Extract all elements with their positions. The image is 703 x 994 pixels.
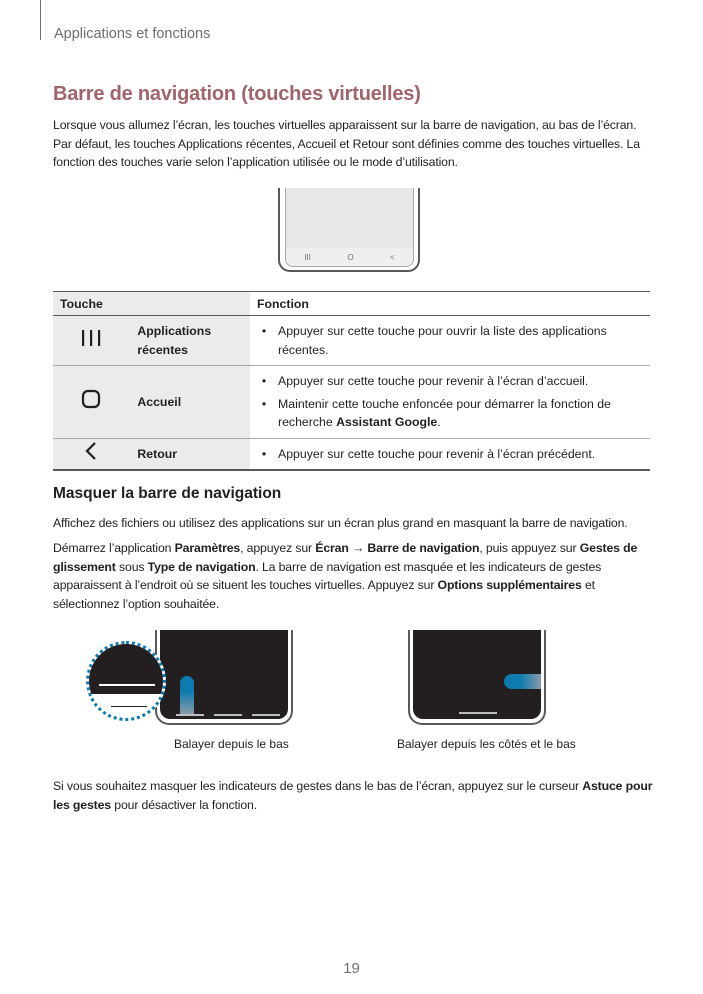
gesture-indicator <box>214 714 242 716</box>
swipe-finger-indicator <box>504 674 541 689</box>
phone-screen-swipe-sides <box>413 630 541 719</box>
key-function: • Appuyer sur cette touche pour ouvrir la liste des applications récentes. <box>250 316 650 366</box>
key-function: • Appuyer sur cette touche pour revenir à l’écran précédent. <box>250 438 650 470</box>
table-header-row <box>53 292 650 316</box>
gesture-indicator <box>252 714 280 716</box>
key-name: Applications récentes <box>129 316 250 366</box>
gesture-indicator-magnified <box>99 684 155 686</box>
phone-screen-swipe-bottom <box>160 630 288 719</box>
hide-paragraph-2: Démarrez l’application Paramètres, appuyez sur Écran → Barre de navigation, puis appuyez sur Gestes de glissement sous Type de navigation. La barre de navigation est masquée et les indicateurs de gestes apparaissent à l’endroit où se situent les touches virtuelles. Appuyez sur Options supplémentaires et sélectionnez l’option souhaitée. <box>53 541 638 611</box>
key-name: Retour <box>129 438 250 470</box>
back-icon <box>84 441 98 461</box>
page-title: Barre de navigation (touches virtuelles) <box>53 83 421 105</box>
table-row <box>53 366 650 439</box>
recent-apps-icon: III <box>304 252 311 262</box>
table-row <box>53 316 650 366</box>
intro-paragraph: Lorsque vous allumez l’écran, les touches virtuelles apparaissent sur la barre de navigation, au bas de l’écran. Par défaut, les touches Applications récentes, Accueil et Retour sont définies comme des touches virtuelles. La fonction des touches varie selon l’application utilisée ou le mode d’utilisation. <box>53 118 640 169</box>
back-icon-cell <box>53 438 129 470</box>
section-heading: Masquer la barre de navigation <box>53 485 282 502</box>
swipe-finger-indicator <box>180 676 194 714</box>
header-rule <box>40 0 41 40</box>
back-icon: < <box>390 252 395 262</box>
figure-caption: Balayer depuis les côtés et le bas <box>397 737 576 751</box>
magnifier-callout <box>86 641 166 721</box>
figure-caption: Balayer depuis le bas <box>174 737 289 751</box>
header-touche: Touche <box>53 292 250 316</box>
home-icon: O <box>347 252 354 262</box>
page-number: 19 <box>343 960 360 977</box>
key-name: Accueil <box>129 366 250 439</box>
key-function: • Appuyer sur cette touche pour revenir à l’écran d’accueil. • Maintenir cette touche enfoncée pour démarrer la fonction de recherche Assistant Google. <box>250 366 650 439</box>
recent-apps-icon <box>80 329 102 347</box>
section-title: Applications et fonctions <box>54 26 211 42</box>
header-fonction: Fonction <box>250 292 650 316</box>
recent-apps-icon-cell <box>53 316 129 366</box>
table-row <box>53 438 650 470</box>
navigation-keys-table <box>53 291 650 471</box>
hide-paragraph-3: Si vous souhaitez masquer les indicateurs de gestes dans le bas de l’écran, appuyez sur le curseur Astuce pour les gestes pour désactiver la fonction. <box>53 779 653 812</box>
phone-illustration-screen <box>285 188 414 267</box>
gesture-indicator <box>176 714 204 716</box>
home-icon <box>81 389 101 409</box>
gesture-indicator <box>459 712 497 714</box>
phone-navigation-bar <box>286 248 413 266</box>
home-icon-cell <box>53 366 129 439</box>
hide-paragraph-1: Affichez des fichiers ou utilisez des applications sur un écran plus grand en masquant la barre de navigation. <box>53 516 628 530</box>
